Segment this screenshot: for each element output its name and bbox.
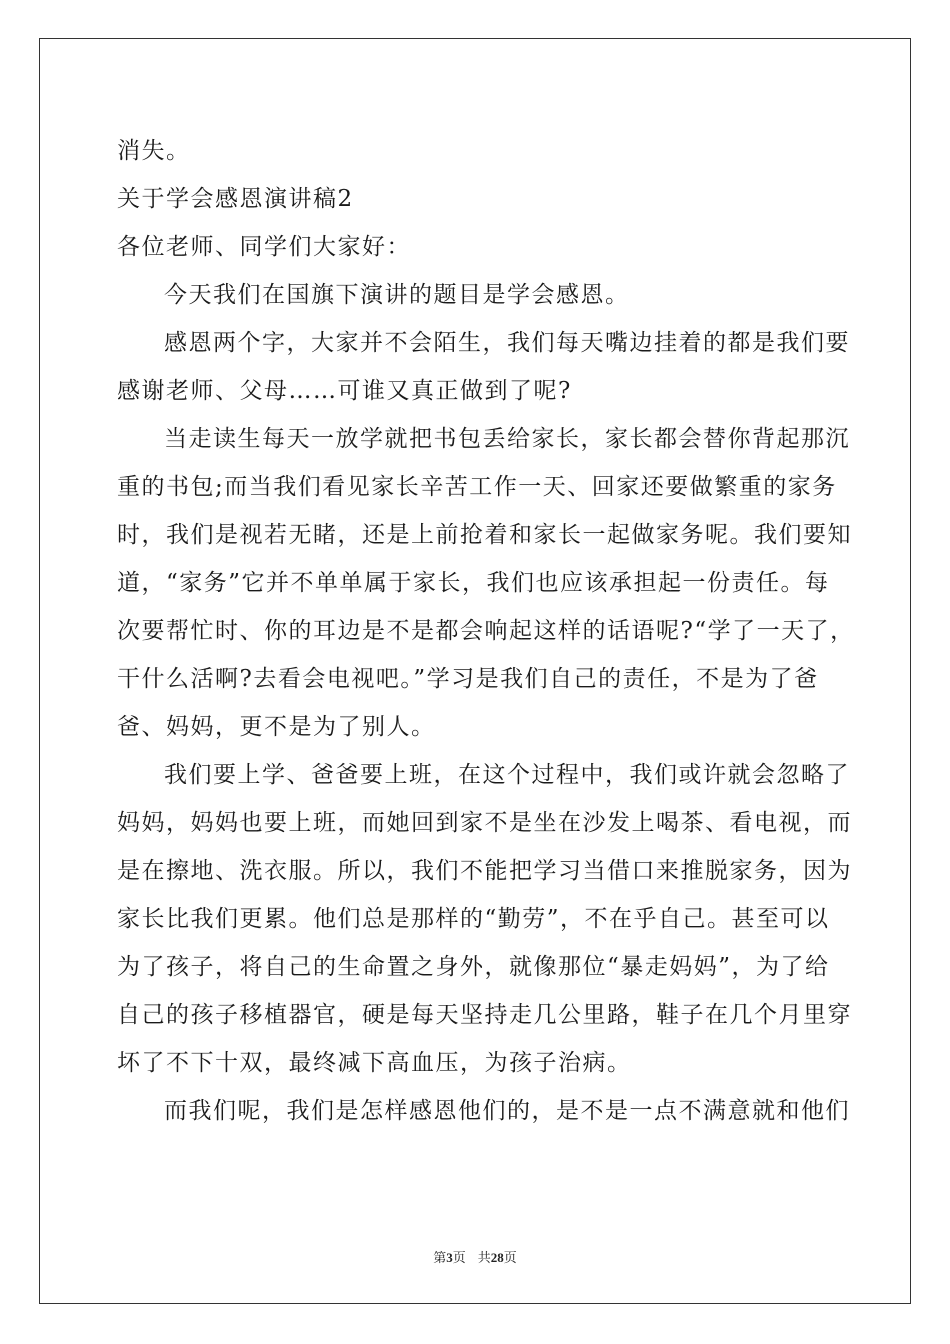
paragraph-line: 感谢老师、父母……可谁又真正做到了呢?: [117, 378, 572, 404]
paragraph-line: 重的书包;而当我们看见家长辛苦工作一天、回家还要做繁重的家务: [117, 474, 837, 500]
total-pages: 28: [490, 1250, 504, 1265]
page-suffix: 页: [452, 1251, 466, 1266]
paragraph-line: 为了孩子，将自己的生命置之身外，就像那位“暴走妈妈”，为了给: [117, 954, 830, 980]
page-prefix: 第: [433, 1251, 447, 1266]
total-suffix: 页: [503, 1251, 517, 1266]
text-line: 消失。: [117, 138, 191, 164]
total-prefix: 共: [477, 1251, 491, 1266]
paragraph-line: 干什么活啊?去看会电视吧。”学习是我们自己的责任，不是为了爸: [117, 666, 819, 692]
document-body: [117, 127, 855, 1135]
salutation: 各位老师、同学们大家好：: [117, 234, 411, 260]
paragraph-line: 当走读生每天一放学就把书包丢给家长，家长都会替你背起那沉: [164, 426, 850, 452]
paragraph-line: 爸、妈妈，更不是为了别人。: [117, 714, 436, 740]
page-number: 3: [446, 1250, 453, 1265]
paragraph-line: 道，“家务”它并不单单属于家长，我们也应该承担起一份责任。每: [117, 570, 830, 596]
paragraph-line: 是在擦地、洗衣服。所以，我们不能把学习当借口来推脱家务，因为: [117, 858, 852, 884]
paragraph-line: 而我们呢，我们是怎样感恩他们的，是不是一点不满意就和他们: [164, 1098, 850, 1124]
section-title: 关于学会感恩演讲稿2: [117, 186, 354, 212]
paragraph-line: 自己的孩子移植器官，硬是每天坚持走几公里路，鞋子在几个月里穿: [117, 1002, 852, 1028]
paragraph-line: 感恩两个字，大家并不会陌生，我们每天嘴边挂着的都是我们要: [164, 330, 850, 356]
paragraph-line: 家长比我们更累。他们总是那样的“勤劳”，不在乎自己。甚至可以: [117, 906, 830, 932]
page-footer: [0, 1247, 950, 1266]
paragraph-line: 我们要上学、爸爸要上班，在这个过程中，我们或许就会忽略了: [164, 762, 850, 788]
paragraph-line: 时，我们是视若无睹，还是上前抢着和家长一起做家务呢。我们要知: [117, 522, 852, 548]
paragraph-line: 今天我们在国旗下演讲的题目是学会感恩。: [164, 282, 630, 308]
paragraph-line: 次要帮忙时、你的耳边是不是都会响起这样的话语呢?“学了一天了，: [117, 618, 855, 644]
paragraph-line: 坏了不下十双，最终减下高血压，为孩子治病。: [117, 1050, 632, 1076]
paragraph-line: 妈妈，妈妈也要上班，而她回到家不是坐在沙发上喝茶、看电视，而: [117, 810, 852, 836]
